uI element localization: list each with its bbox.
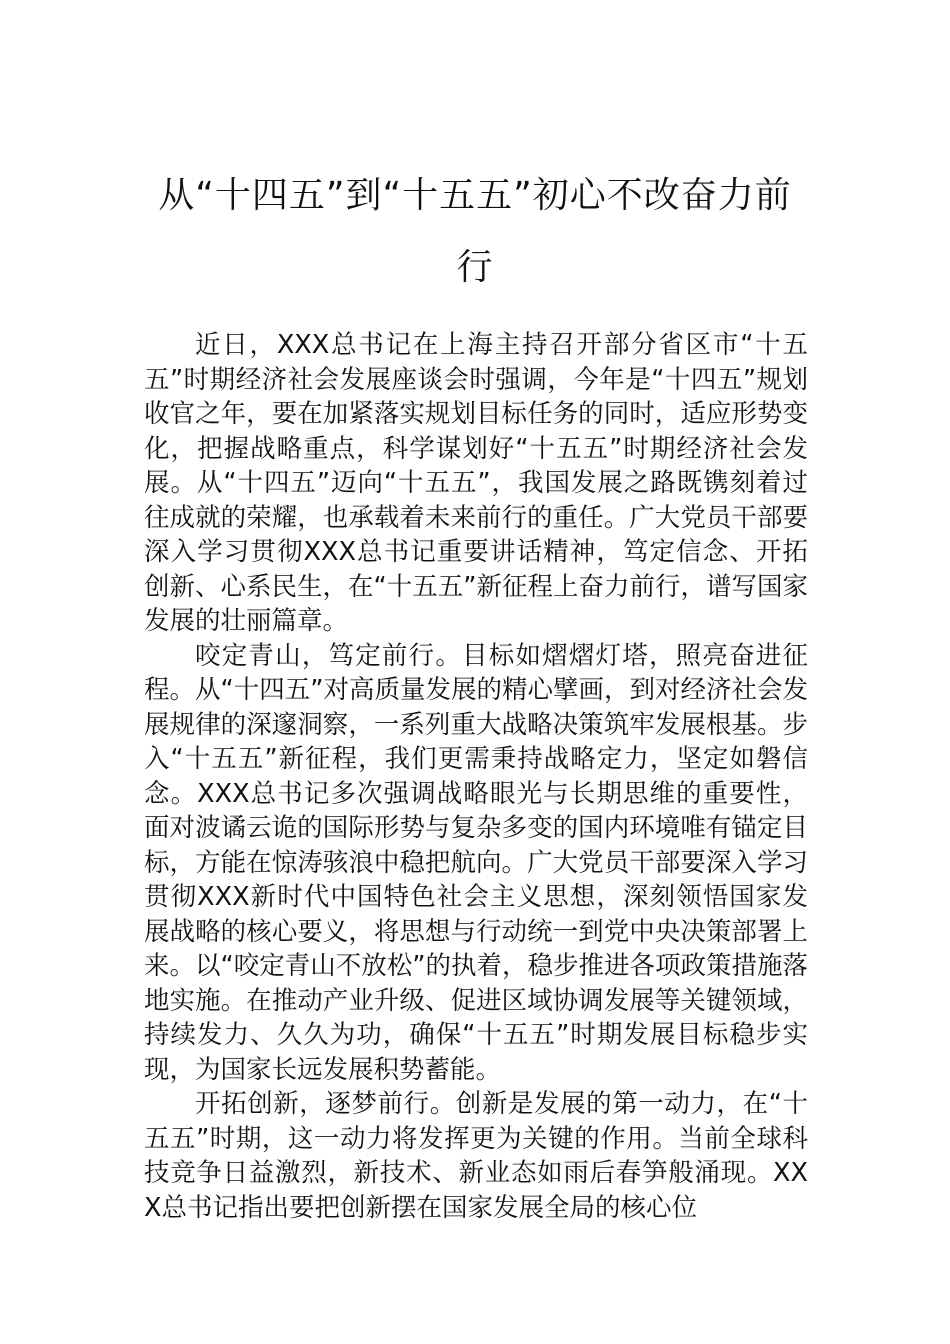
document-body xyxy=(144,328,808,1225)
paragraph-2: 咬定青山，笃定前行。目标如熠熠灯塔，照亮奋进征程。从“十四五”对高质量发展的精心擘画，到对经济社会发展规律的深邃洞察，一系列重大战略决策筑牢发展根基。步入“十五五”新征程，我们更需秉持战略定力，坚定如磐信念。XXX总书记多次强调战略眼光与长期思维的重要性，面对波谲云诡的国际形势与复杂多变的国内环境唯有锚定目标，方能在惊涛骇浪中稳把航向。广大党员干部要深入学习贯彻XXX新时代中国特色社会主义思想，深刻领悟国家发展战略的核心要义，将思想与行动统一到党中央决策部署上来。以“咬定青山不放松”的执着，稳步推进各项政策措施落地实施。在推动产业升级、促进区域协调发展等关键领域，持续发力、久久为功，确保“十五五”时期发展目标稳步实现，为国家长远发展积势蓄能。 xyxy=(144,640,808,1085)
document-title: 从“十四五”到“十五五”初心不改奋力前行 xyxy=(158,175,792,288)
paragraph-3: 开拓创新，逐梦前行。创新是发展的第一动力，在“十五五”时期，这一动力将发挥更为关键的作用。当前全球科技竞争日益激烈，新技术、新业态如雨后春笋般涌现。XXX总书记指出要把创新摆在国家发展全局的核心位 xyxy=(144,1089,808,1223)
paragraph-1: 近日，XXX总书记在上海主持召开部分省区市“十五五”时期经济社会发展座谈会时强调，今年是“十四五”规划收官之年，要在加紧落实规划目标任务的同时，适应形势变化，把握战略重点，科学谋划好“十五五”时期经济社会发展。从“十四五”迈向“十五五”，我国发展之路既镌刻着过往成就的荣耀，也承载着未来前行的重任。广大党员干部要深入学习贯彻XXX总书记重要讲话精神，笃定信念、开拓创新、心系民生，在“十五五”新征程上奋力前行，谱写国家发展的壮丽篇章。 xyxy=(144,330,808,636)
